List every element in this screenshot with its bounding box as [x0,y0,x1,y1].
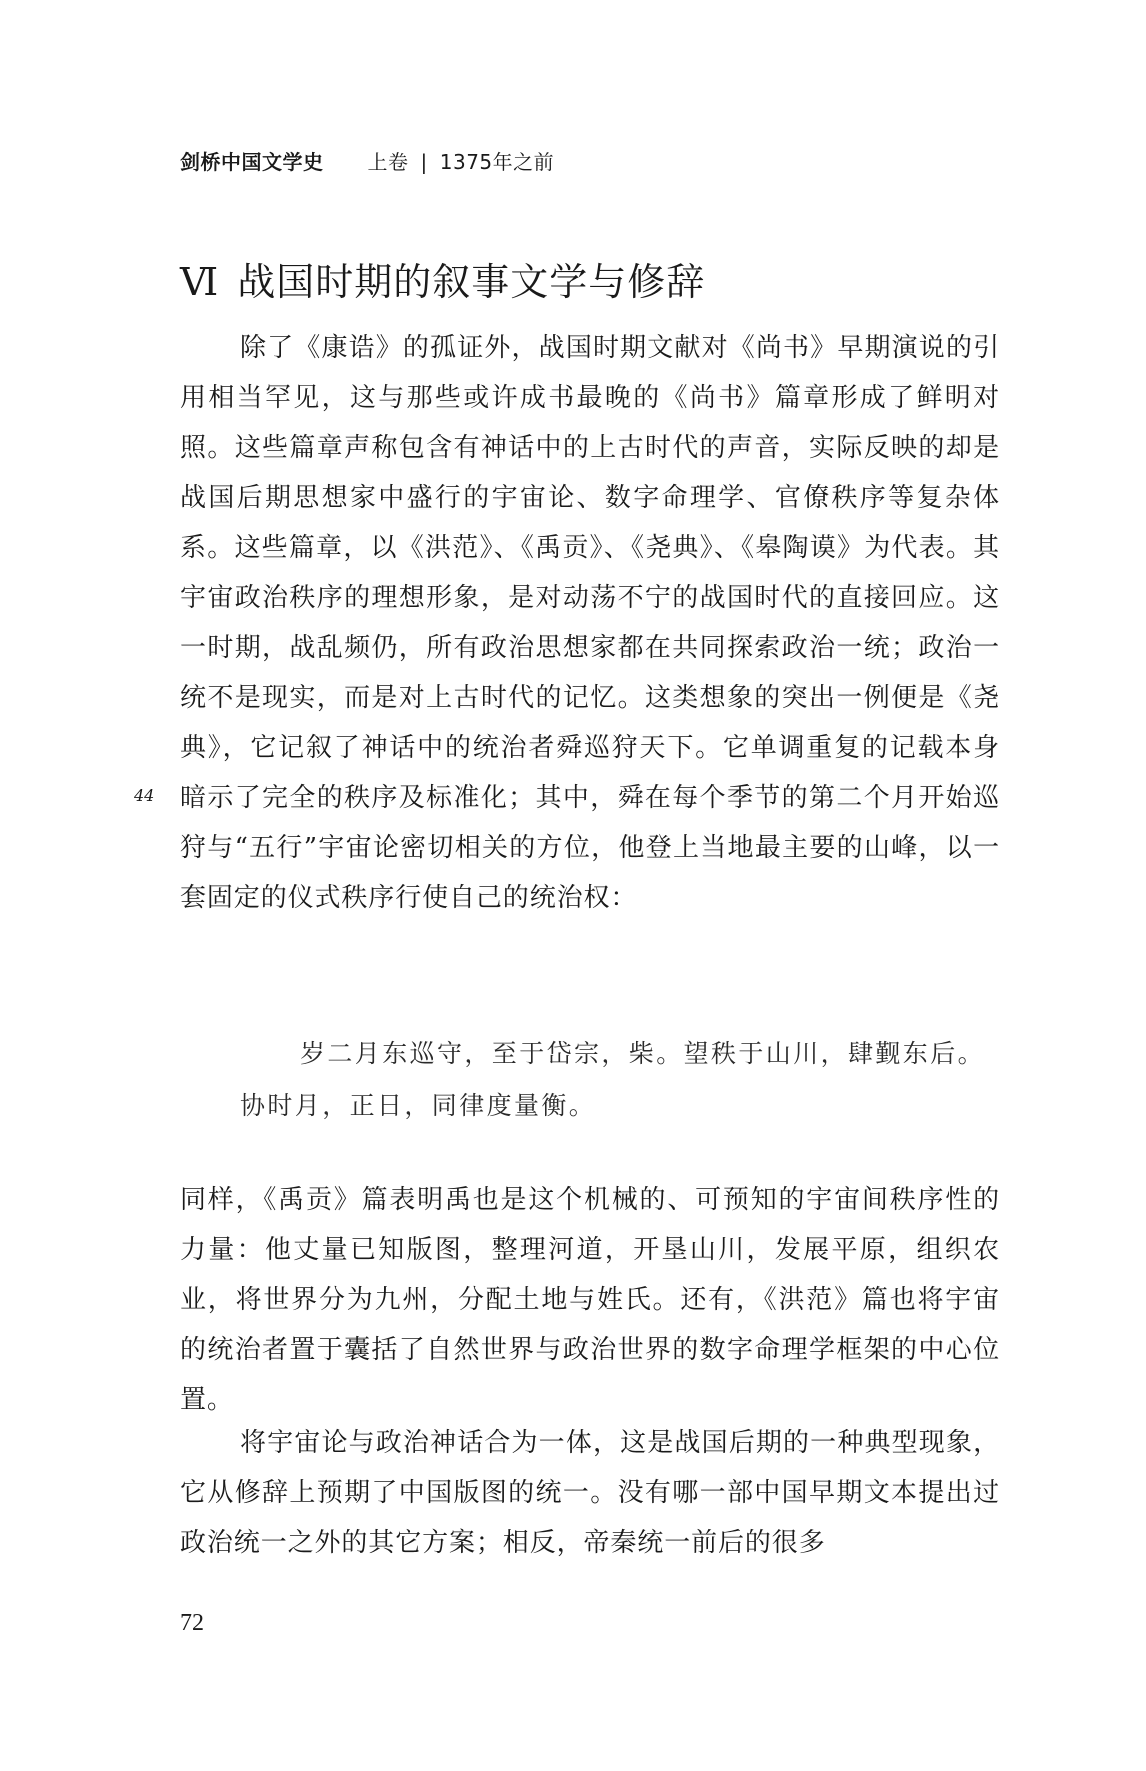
chapter-heading [180,251,705,306]
body-paragraph-1: 除了《康诰》的孤证外，战国时期文献对《尚书》早期演说的引用相当罕见，这与那些或许成书最晚的《尚书》篇章形成了鲜明对照。这些篇章声称包含有神话中的上古时代的声音，实际反映的却是战国后期思想家中盛行的宇宙论、数字命理学、官僚秩序等复杂体系。这些篇章，以《洪范》、《禹贡》、《尧典》、《皋陶谟》为代表。其宇宙政治秩序的理想形象，是对动荡不宁的战国时代的直接回应。这一时期，战乱频仍，所有政治思想家都在共同探索政治一统；政治一统不是现实，而是对上古时代的记忆。这类想象的突出一例便是《尧典》，它记叙了神话中的统治者舜巡狩天下。它单调重复的记载本身暗示了完全的秩序及标准化；其中，舜在每个季节的第二个月开始巡狩与“五行”宇宙论密切相关的方位，他登上当地最主要的山峰，以一套固定的仪式秩序行使自己的统治权： [180,333,1000,913]
header-separator: | [420,150,428,174]
chapter-number: Ⅵ [180,260,220,305]
margin-page-reference: 44 [134,786,155,805]
volume-label: 上卷 [367,150,409,174]
running-header [180,146,554,175]
book-title: 剑桥中国文学史 [180,150,324,174]
period-label: 1375年之前 [439,150,555,174]
page-number: 72 [180,1610,204,1636]
chapter-title: 战国时期的叙事文学与修辞 [237,260,706,305]
block-quote: 岁二月东巡守，至于岱宗，柴。望秩于山川，肆觐东后。协时月，正日，同律度量衡。 [240,1039,986,1120]
body-paragraph-2: 同样，《禹贡》篇表明禹也是这个机械的、可预知的宇宙间秩序性的力量：他丈量已知版图，整理河道，开垦山川，发展平原，组织农业，将世界分为九州，分配土地与姓氏。还有，《洪范》篇也将宇宙的统治者置于囊括了自然世界与政治世界的数字命理学框架的中心位置。 [180,1185,1000,1415]
body-paragraph-3: 将宇宙论与政治神话合为一体，这是战国后期的一种典型现象，它从修辞上预期了中国版图的统一。没有哪一部中国早期文本提出过政治统一之外的其它方案；相反，帝秦统一前后的很多 [180,1428,1000,1558]
